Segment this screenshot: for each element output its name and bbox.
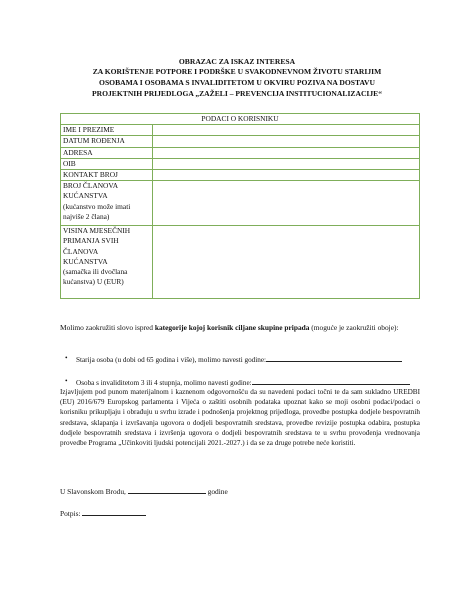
table-row: [61, 136, 420, 147]
field-label-income: [61, 226, 153, 299]
place-date-line: [60, 485, 228, 496]
table-row: [61, 226, 420, 299]
table-row: [61, 158, 420, 169]
option-elderly[interactable]: [65, 353, 402, 365]
income-label-line: kućanstva) U (EUR): [63, 277, 124, 287]
declaration-paragraph: Izjavljujem pod punom materijalnom i kaznenom odgovornošću da su navedeni podaci točni te da sam sukladno UREDBI (EU) 2016/679 Europskog parlamenta i Vijeća o zaštiti osobnih podataka upoznat kako se moji osobni podaci/podaci o korisniku prikupljaju i obrađuju u svrhu izrade i podnošenja projektnog prijedloga, provedbe postupka dodjele bespovratnih sredstava, sklapanja i izvršavanja ugovora o dodjeli bespovratnih sredstava, provedbe revizije postupka odabira, postupka dodjele bespovratnih sredstava i izvršenja ugovora o dodjeli bespovratnih sredstava te u svrhu provođenja vrednovanja provedbe Programa „Učinkoviti ljudski potencijali 2021.-2027.) i da se za druge potrebe neće koristiti.: [60, 388, 420, 448]
field-input-income[interactable]: [153, 226, 420, 299]
table-row: [61, 147, 420, 158]
field-label-address: ADRESA: [61, 147, 153, 158]
income-label-line: (samačka ili dvočlana: [63, 267, 128, 277]
table-header: PODACI O KORISNIKU: [61, 114, 420, 125]
income-label-line: PRIMANJA SVIH: [63, 236, 119, 246]
instruction-text: Molimo zaokružiti slovo ispred: [60, 323, 155, 332]
elderly-age-blank[interactable]: [266, 353, 402, 362]
table-row: [61, 170, 420, 181]
year-blank[interactable]: [128, 485, 206, 494]
field-label-contact: KONTAKT BROJ: [61, 170, 153, 181]
instruction-text-end: (moguće je zaokružiti oboje):: [309, 323, 399, 332]
option-disability-label: Osoba s invaliditetom 3 ili 4 stupnja, molimo navesti godine:: [76, 379, 252, 387]
bullet-icon: •: [65, 354, 68, 362]
signature-line: [60, 507, 146, 518]
field-label-oib: OIB: [61, 158, 153, 169]
field-label-birthdate: DATUM ROĐENJA: [61, 136, 153, 147]
household-label-line: (kućanstvo može imati: [63, 201, 131, 211]
year-suffix: godine: [207, 487, 228, 496]
form-title: OBRAZAC ZA ISKAZ INTERESA: [178, 57, 296, 66]
signature-blank[interactable]: [82, 507, 146, 516]
instruction-bold-text: kategorije kojoj korisnik ciljane skupine pripada: [154, 323, 310, 332]
user-data-table: [60, 113, 420, 299]
category-instruction: [60, 323, 420, 333]
field-input-contact[interactable]: [153, 170, 420, 181]
field-label-name: IME I PREZIME: [61, 125, 153, 136]
field-input-household[interactable]: [153, 181, 420, 226]
table-row: [61, 181, 420, 226]
bullet-icon: •: [65, 377, 68, 385]
field-input-birthdate[interactable]: [153, 136, 420, 147]
form-subtitle-line-3: PROJEKTNIH PRIJEDLOGA „ZAŽELI – PREVENCIJA INSTITUCIONALIZACIJE“: [91, 89, 383, 98]
household-label-line: BROJ ČLANOVA: [63, 181, 119, 191]
disability-age-blank[interactable]: [252, 376, 410, 385]
form-subtitle-line-1: ZA KORIŠTENJE POTPORE I PODRŠKE U SVAKODNEVNOM ŽIVOTU STARIJIM: [92, 67, 382, 76]
household-label-line: KUĆANSTVA: [63, 191, 108, 201]
household-label-line: najviše 2 člana): [63, 211, 110, 221]
income-label-line: ČLANOVA: [63, 246, 99, 256]
field-input-name[interactable]: [153, 125, 420, 136]
option-elderly-label: Starija osoba (u dobi od 65 godina i više), molimo navesti godine:: [76, 356, 267, 364]
signature-label: Potpis:: [60, 509, 81, 518]
form-subtitle-line-2: OSOBAMA I OSOBAMA S INVALIDITETOM U OKVIRU POZIVA NA DOSTAVU: [99, 78, 375, 87]
income-label-line: VISINA MJESEČNIH: [63, 226, 131, 236]
income-label-line: KUĆANSTVA: [63, 256, 108, 266]
table-row: [61, 125, 420, 136]
place-label: U Slavonskom Brodu,: [60, 487, 126, 496]
field-input-oib[interactable]: [153, 158, 420, 169]
field-input-address[interactable]: [153, 147, 420, 158]
field-label-household: [61, 181, 153, 226]
